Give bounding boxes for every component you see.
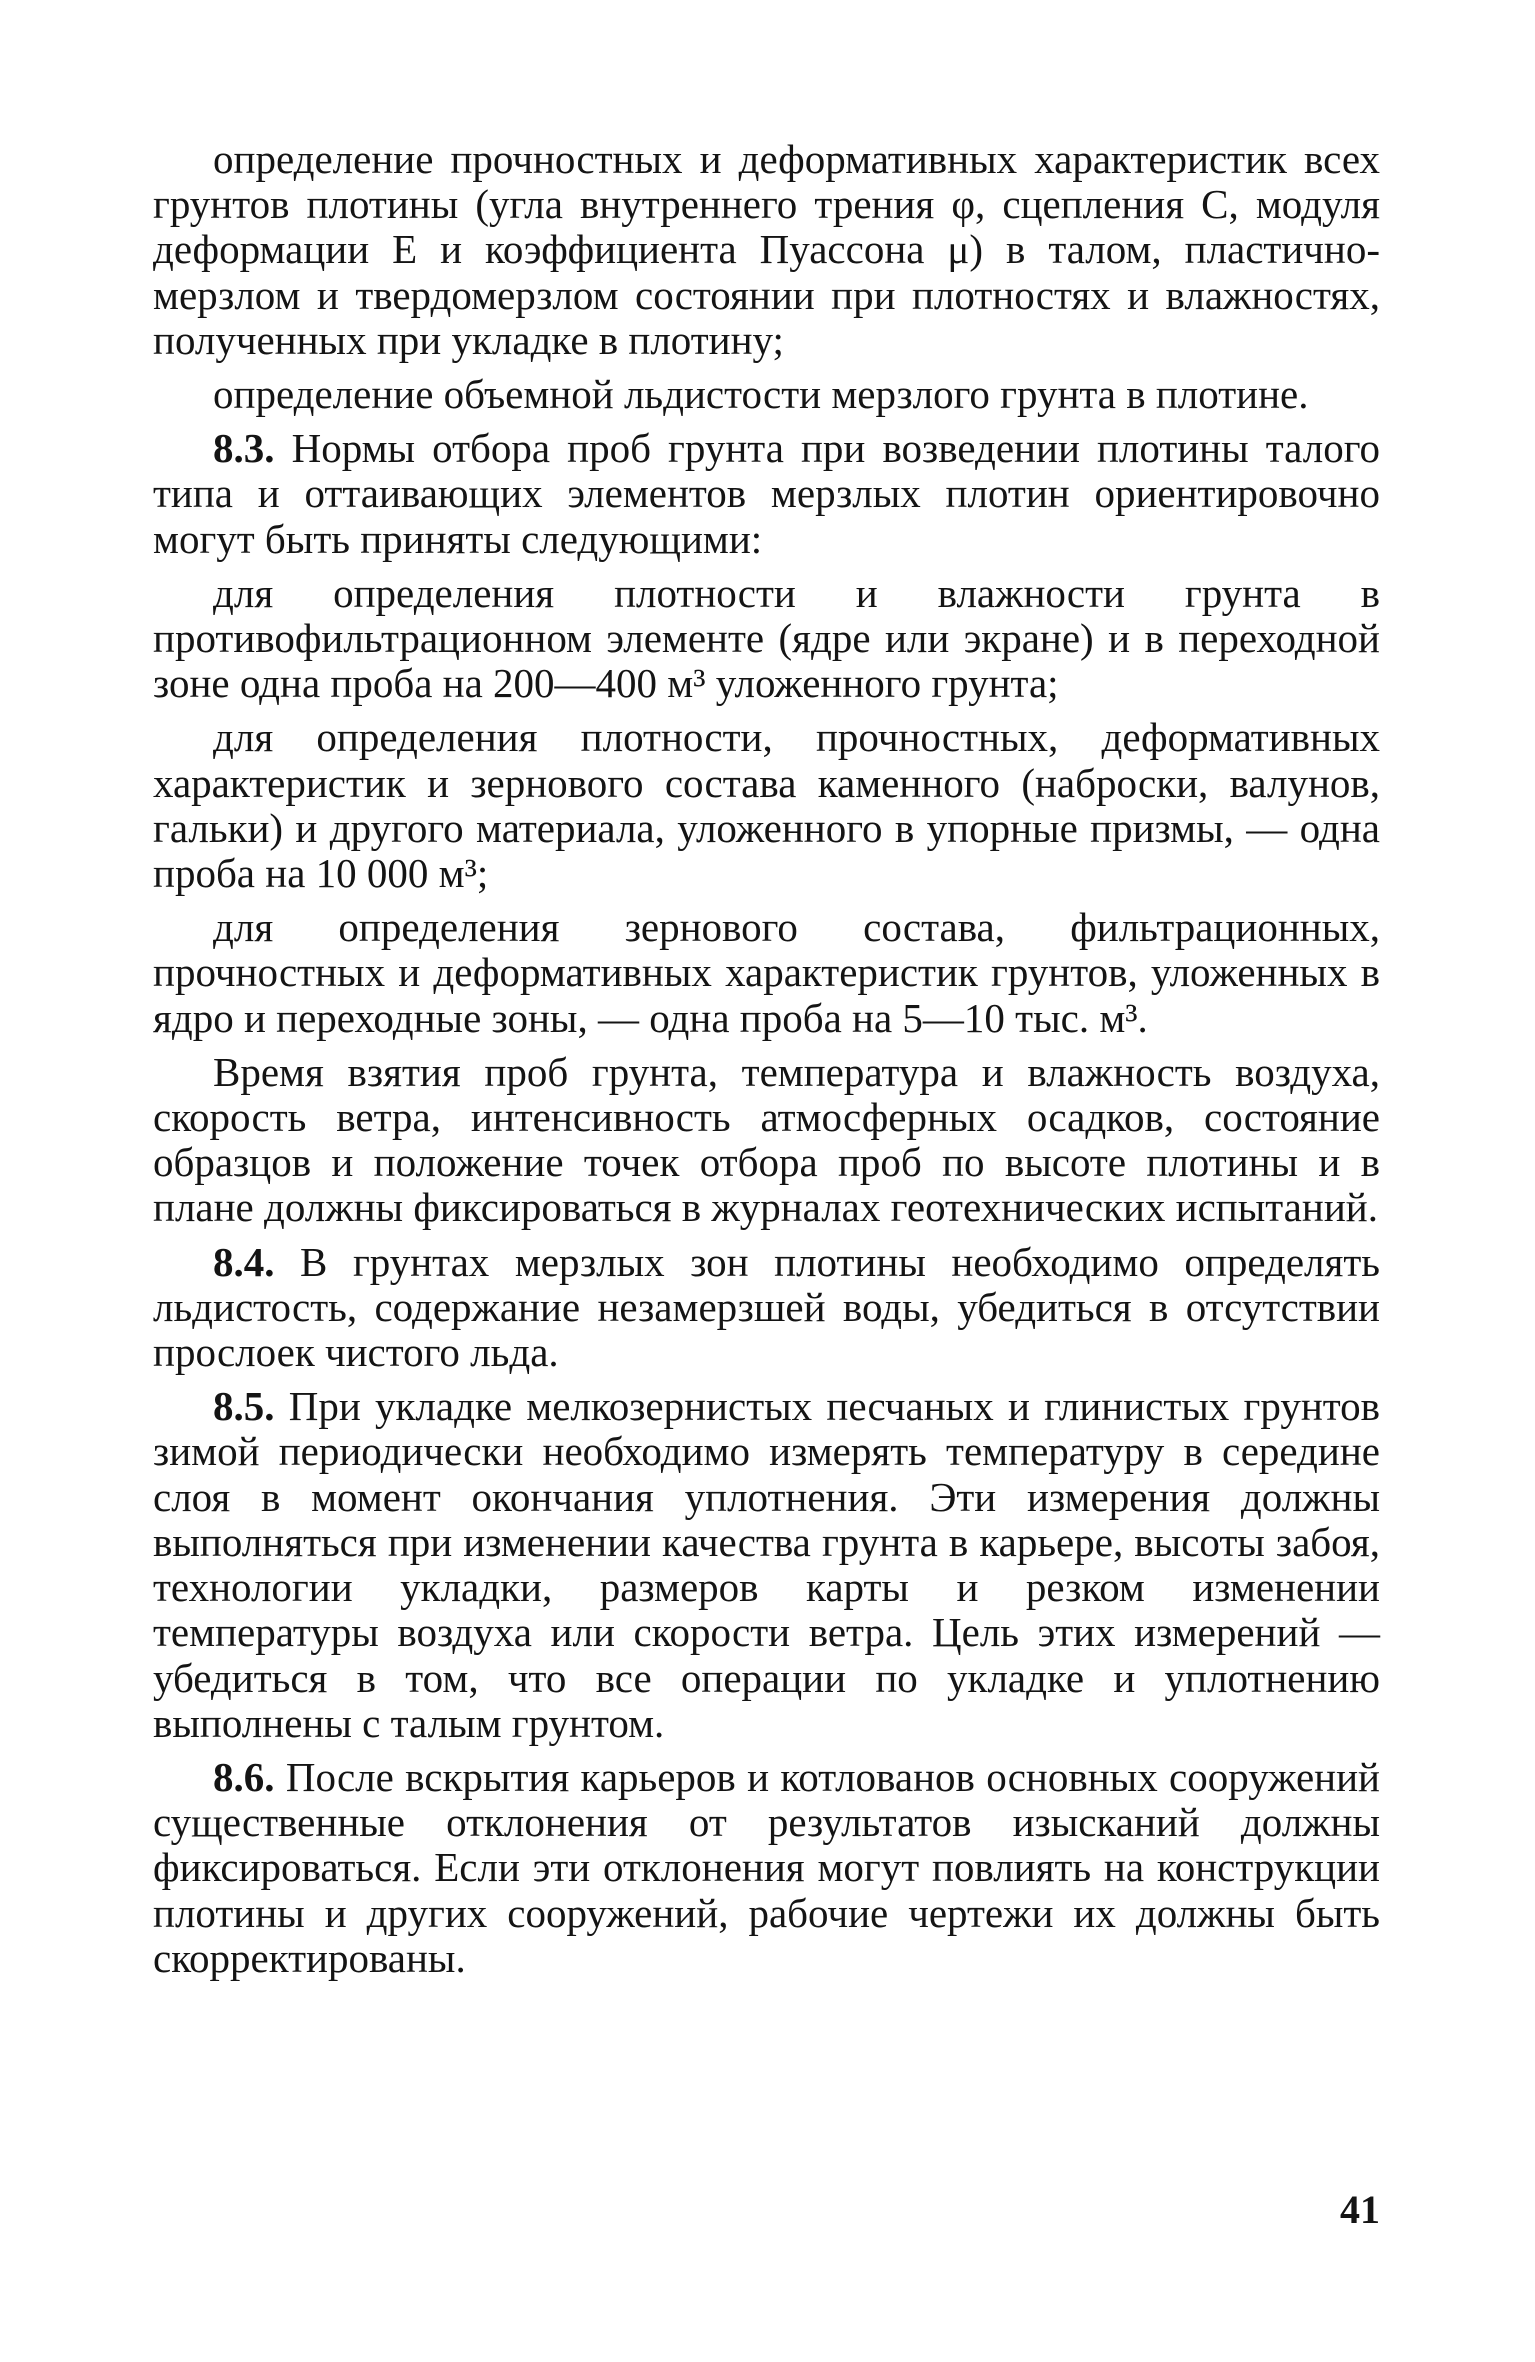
clause-number: 8.3.: [213, 425, 275, 472]
paragraph-text: определение объемной льдистости мерзлого грунта в плотине.: [213, 371, 1309, 418]
clause-8-6: [153, 1755, 1380, 1981]
paragraph-text: Время взятия проб грунта, температура и влажность воздуха, скорость ветра, интенсивность атмосферных осадков, состояние образцов и положение точек отбора проб по высоте плотины и в плане должны фиксироваться в журналах геотехнических испытаний.: [153, 1048, 1380, 1231]
clause-number: 8.4.: [213, 1238, 275, 1285]
paragraph-strength-deformation: [153, 137, 1380, 363]
paragraph-rockfill-sampling: [153, 715, 1380, 896]
paragraph-text: для определения плотности и влажности грунта в противофильтрационном элементе (ядре или экране) и в переходной зоне одна проба на 200—400 м³ уложенного грунта;: [153, 569, 1380, 707]
clause-8-5: [153, 1384, 1380, 1746]
paragraph-text: для определения плотности, прочностных, деформативных характеристик и зернового состава каменного (наброски, валунов, гальки) и другого материала, уложенного в упорные призмы, — одна проба на 10 000 м³;: [153, 714, 1380, 897]
paragraph-sampling-log: [153, 1050, 1380, 1231]
clause-number: 8.5.: [213, 1383, 275, 1430]
clause-8-4: [153, 1240, 1380, 1376]
paragraph-ice-content: [153, 372, 1380, 417]
paragraph-text: При укладке мелкозернистых песчаных и глинистых грунтов зимой периодически необходимо измерять температуру в середине слоя в момент окончания уплотнения. Эти измерения должны выполняться при изменении качества грунта в карьере, высоты забоя, технологии укладки, размеров карты и резком изменении температуры воздуха или скорости ветра. Цель этих измерений — убедиться в том, что все операции по укладке и уплотнению выполнены с талым грунтом.: [153, 1383, 1380, 1746]
paragraph-text: В грунтах мерзлых зон плотины необходимо определять льдистость, содержание незамерзшей воды, убедиться в отсутствии прослоек чистого льда.: [153, 1238, 1380, 1376]
page-number: 41: [1340, 2187, 1380, 2232]
clause-8-3: [153, 426, 1380, 562]
paragraph-text: для определения зернового состава, фильтрационных, прочностных и деформативных характеристик грунтов, уложенных в ядро и переходные зоны, — одна проба на 5—10 тыс. м³.: [153, 904, 1380, 1041]
paragraph-grain-sampling: [153, 905, 1380, 1041]
paragraph-text: После вскрытия карьеров и котлованов основных сооружений существенные отклонения от результатов изысканий должны фиксироваться. Если эти отклонения могут повлиять на конструкции плотины и других сооружений, рабочие чертежи их должны быть скорректированы.: [153, 1753, 1380, 1981]
paragraph-core-sampling: [153, 571, 1380, 707]
clause-number: 8.6.: [213, 1753, 275, 1800]
body-text: [153, 137, 1380, 1981]
paragraph-text: Нормы отбора проб грунта при возведении плотины талого типа и оттаивающих элементов мерзлых плотин ориентировочно могут быть приняты следующими:: [153, 425, 1380, 562]
paragraph-text: определение прочностных и деформативных характеристик всех грунтов плотины (угла внутреннего трения φ, сцепления C, модуля деформации E и коэффициента Пуассона μ) в талом, пластично-мерзлом и твердомерзлом состоянии при плотностях и влажностях, полученных при укладке в плотину;: [153, 136, 1380, 363]
